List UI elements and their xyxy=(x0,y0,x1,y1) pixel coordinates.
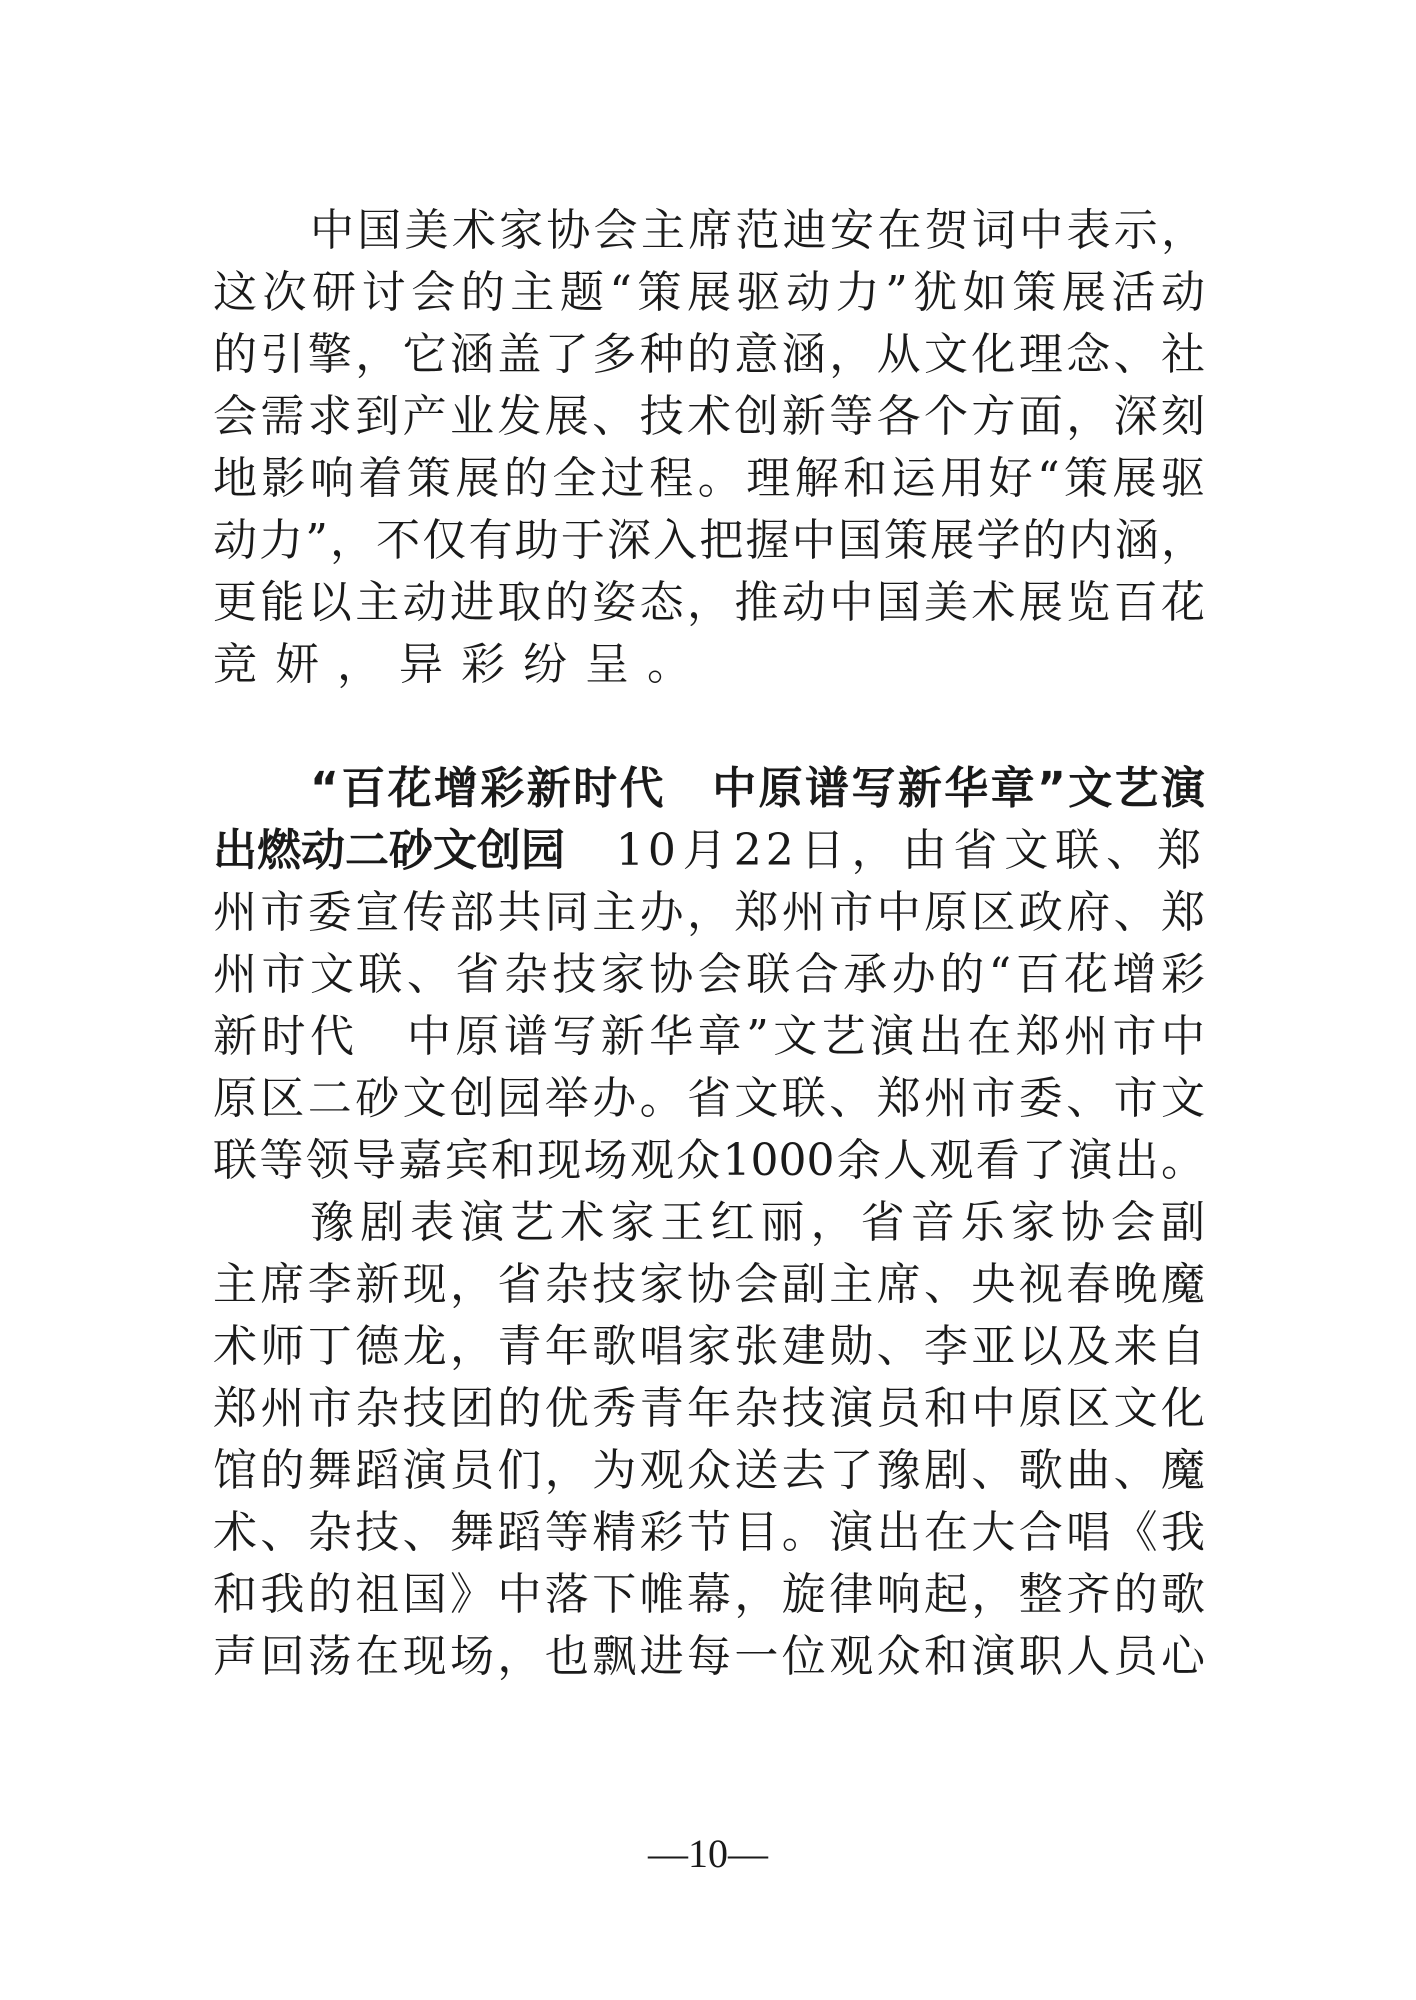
text-line xyxy=(213,1378,1205,1440)
text-line-content: 联等领导嘉宾和现场观众1000余人观看了演出。 xyxy=(213,1135,1205,1186)
text-line-content: 的引擎，它涵盖了多种的意涵，从文化理念、社 xyxy=(213,329,1205,380)
text-line xyxy=(213,1502,1205,1564)
text-line xyxy=(213,1626,1205,1688)
text-line xyxy=(213,820,1205,882)
text-line xyxy=(213,1564,1205,1626)
text-line xyxy=(213,1192,1205,1254)
text-line-content: 地影响着策展的全过程。理解和运用好“策展驱 xyxy=(213,453,1205,504)
text-line xyxy=(213,324,1205,386)
text-line-content: 豫剧表演艺术家王红丽，省音乐家协会副 xyxy=(310,1197,1205,1248)
headline-text: 出燃动二砂文创园 xyxy=(213,825,565,876)
section-headline xyxy=(213,758,1205,820)
text-line xyxy=(213,386,1205,448)
text-line xyxy=(213,1316,1205,1378)
text-line xyxy=(213,944,1205,1006)
text-line xyxy=(213,1440,1205,1502)
text-line-content: 动力”，不仅有助于深入把握中国策展学的内涵， xyxy=(213,515,1205,566)
text-line-content: 会需求到产业发展、技术创新等各个方面，深刻 xyxy=(213,391,1205,442)
document-page xyxy=(213,200,1205,1688)
text-line-content: 原区二砂文创园举办。省文联、郑州市委、市文 xyxy=(213,1073,1205,1124)
section-performance-report xyxy=(213,758,1205,1192)
text-line-content: 新时代 中原谱写新华章”文艺演出在郑州市中 xyxy=(213,1011,1205,1062)
text-line-content: 10月22日，由省文联、郑 xyxy=(565,825,1205,876)
paragraph-performers xyxy=(213,1192,1205,1688)
text-line-content: 州市文联、省杂技家协会联合承办的“百花增彩 xyxy=(213,949,1205,1000)
text-line xyxy=(213,572,1205,634)
text-line xyxy=(213,1130,1205,1192)
text-line xyxy=(213,882,1205,944)
text-line-content: 主席李新现，省杂技家协会副主席、央视春晚魔 xyxy=(213,1259,1205,1310)
text-line-content: 和我的祖国》中落下帷幕，旋律响起，整齐的歌 xyxy=(213,1569,1205,1620)
headline-text: “百花增彩新时代 中原谱写新华章”文艺演 xyxy=(310,763,1205,814)
page-number: —10— xyxy=(648,1831,768,1876)
text-line xyxy=(213,1068,1205,1130)
text-line xyxy=(213,448,1205,510)
text-line-content: 州市委宣传部共同主办，郑州市中原区政府、郑 xyxy=(213,887,1205,938)
text-line xyxy=(213,262,1205,324)
paragraph-fan-dian-congratulation xyxy=(213,200,1205,696)
text-line xyxy=(213,1006,1205,1068)
text-line-content: 郑州市杂技团的优秀青年杂技演员和中原区文化 xyxy=(213,1383,1205,1434)
text-line-content: 馆的舞蹈演员们，为观众送去了豫剧、歌曲、魔 xyxy=(213,1445,1205,1496)
text-line-content: 这次研讨会的主题“策展驱动力”犹如策展活动 xyxy=(213,267,1205,318)
text-line-content: 术、杂技、舞蹈等精彩节目。演出在大合唱《我 xyxy=(213,1507,1205,1558)
text-line-content: 声回荡在现场，也飘进每一位观众和演职人员心 xyxy=(213,1631,1205,1682)
text-line-content: 更能以主动进取的姿态，推动中国美术展览百花 xyxy=(213,577,1205,628)
paragraph-spacer xyxy=(213,696,1205,758)
text-line xyxy=(213,510,1205,572)
text-line xyxy=(213,634,1205,696)
text-line-content: 竞妍，异彩纷呈。 xyxy=(213,639,709,690)
text-line xyxy=(213,200,1205,262)
text-line-content: 术师丁德龙，青年歌唱家张建勋、李亚以及来自 xyxy=(213,1321,1205,1372)
text-line-content: 中国美术家协会主席范迪安在贺词中表示， xyxy=(310,205,1205,256)
text-line xyxy=(213,1254,1205,1316)
